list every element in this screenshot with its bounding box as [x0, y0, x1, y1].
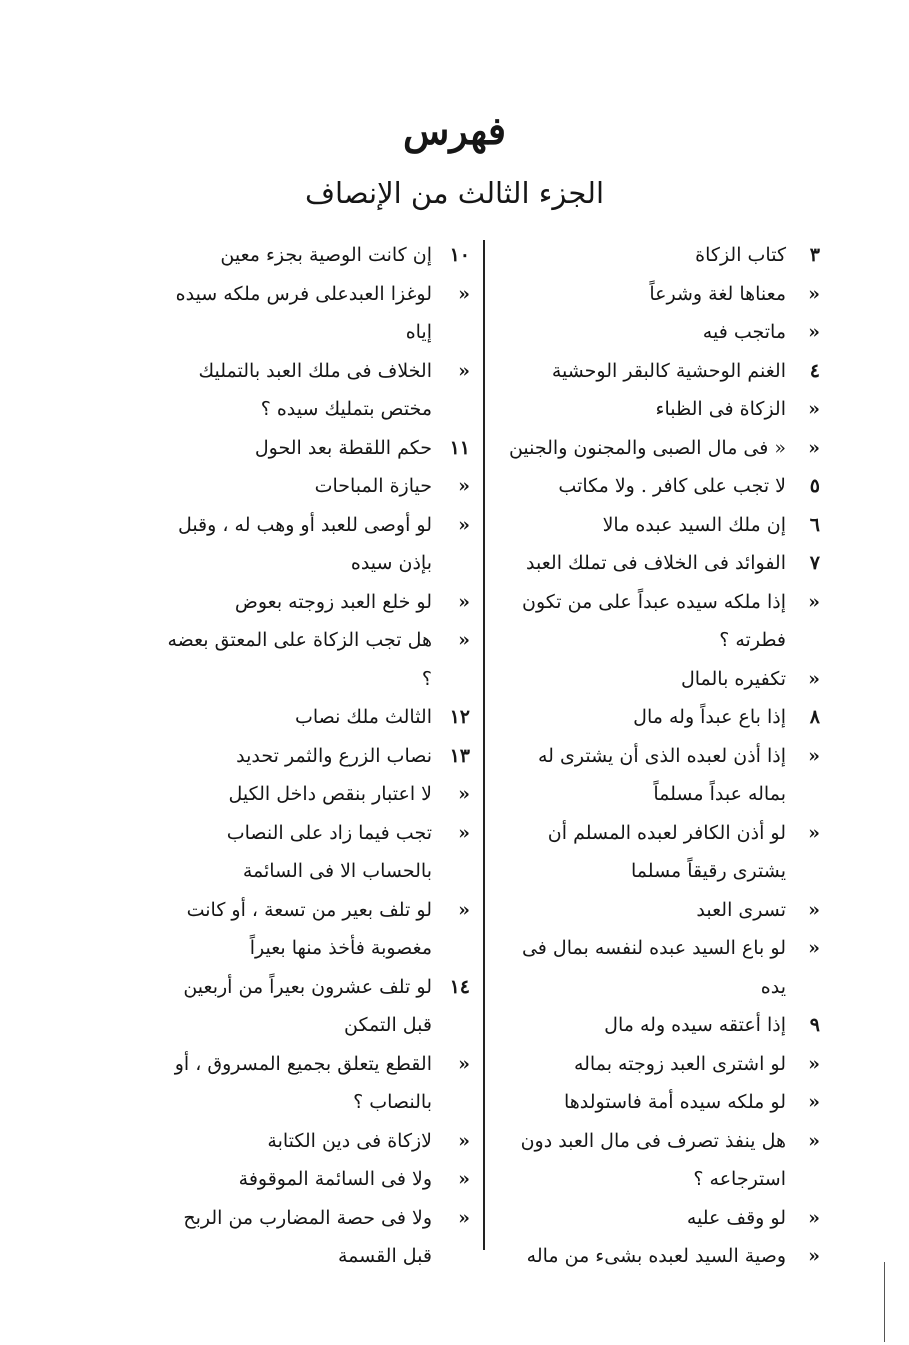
index-entry [152, 698, 470, 737]
page-number: ١١ [449, 436, 470, 459]
entry-text: ولا فى حصة المضارب من الربح قبل القسمة [183, 1206, 432, 1267]
page-number: « [808, 744, 820, 767]
page-number: « [458, 590, 470, 613]
index-entry [500, 390, 820, 429]
margin-mark [884, 1262, 885, 1342]
page-number: « [458, 1206, 470, 1229]
index-entry [152, 352, 470, 429]
entry-text: نصاب الزرع والثمر تحديد [236, 744, 432, 767]
page-number: « [458, 1052, 470, 1075]
entry-text: الفوائد فى الخلاف فى تملك العبد [526, 552, 786, 574]
entry-text: هل تجب الزكاة على المعتق بعضه ؟ [167, 629, 432, 690]
index-entry [500, 1199, 820, 1238]
index-entry [152, 583, 470, 622]
entry-text: لو اشترى العبد زوجته بماله [573, 1052, 786, 1075]
page-number: « [808, 1052, 820, 1075]
index-entry [500, 1237, 820, 1276]
index-entry [500, 275, 820, 314]
entry-text: لو وقف عليه [686, 1206, 786, 1229]
entry-text: إذا ملكه سيده عبداً على من تكون فطرته ؟ [522, 590, 786, 651]
page-number: « [808, 937, 820, 959]
column-divider [483, 240, 485, 1250]
page-number: « [458, 898, 470, 921]
page-number: « [808, 282, 820, 305]
entry-text: إن كانت الوصية بجزء معين [220, 244, 432, 266]
page-number: ٥ [809, 475, 820, 497]
entry-text: « فى مال الصبى والمجنون والجنين [508, 436, 786, 459]
entry-text: إذا أعتقه سيده وله مال [604, 1014, 786, 1036]
page-number: « [458, 475, 470, 497]
page-number: ٦ [809, 513, 820, 536]
entry-text: تسرى العبد [696, 898, 786, 921]
page-number: « [458, 821, 470, 844]
page-number: « [808, 1206, 820, 1229]
entry-text: ولا فى السائمة الموقوفة [238, 1168, 432, 1190]
index-entry [500, 1122, 820, 1199]
page-number: « [808, 436, 820, 459]
index-entry [152, 236, 470, 275]
entry-text: لا تجب على كافر . ولا مكاتب [558, 475, 786, 497]
page-number: ٨ [809, 706, 820, 728]
entry-text: لو خلع العبد زوجته بعوض [234, 590, 432, 613]
index-entry [500, 467, 820, 506]
index-entry [500, 583, 820, 660]
index-entry [152, 814, 470, 891]
index-entry [500, 429, 820, 468]
index-entry [500, 313, 820, 352]
entry-text: إذا أذن لعبده الذى أن يشترى له بماله عبداً مسلماً [537, 744, 786, 805]
entry-text: وصية السيد لعبده بشىء من ماله [526, 1245, 786, 1267]
index-entry [500, 506, 820, 545]
page-number: « [458, 783, 470, 805]
entry-text: كتاب الزكاة [695, 244, 786, 266]
index-entry [500, 1006, 820, 1045]
index-entry [500, 544, 820, 583]
page-number: « [808, 590, 820, 613]
index-entry [152, 891, 470, 968]
index-entry [152, 467, 470, 506]
index-entry [152, 775, 470, 814]
index-entry [500, 891, 820, 930]
index-entry [152, 429, 470, 468]
page-number: ٩ [809, 1014, 820, 1036]
page-number: ١٣ [449, 744, 470, 767]
index-entry [152, 506, 470, 583]
entry-text: هل ينفذ تصرف فى مال العبد دون استرجاعه ؟ [520, 1129, 786, 1190]
page-number: « [458, 359, 470, 382]
page-number: ٣ [809, 244, 820, 266]
entry-text: إن ملك السيد عبده مالا [602, 513, 786, 536]
index-entry [152, 737, 470, 776]
page-number: « [458, 282, 470, 305]
index-entry [152, 1160, 470, 1199]
entry-text: لو أذن الكافر لعبده المسلم أن يشترى رقيقاً مسلما [547, 821, 786, 882]
entry-text: القطع يتعلق بجميع المسروق ، أو بالنصاب ؟ [174, 1052, 432, 1113]
page-number: « [458, 1129, 470, 1152]
entry-text: لوغزا العبدعلى فرس ملكه سيده إياه [175, 282, 432, 343]
page-number: ٧ [809, 552, 820, 574]
index-entry [152, 1122, 470, 1161]
entry-text: معناها لغة وشرعاً [649, 282, 786, 305]
entry-text: إذا باع عبداً وله مال [633, 706, 786, 728]
entry-text: تكفيره بالمال [680, 667, 786, 690]
index-entry [500, 1045, 820, 1084]
entry-text: لا اعتبار بنقص داخل الكيل [228, 783, 432, 805]
index-entry [152, 968, 470, 1045]
index-entry [500, 236, 820, 275]
page-number: « [458, 513, 470, 536]
page-subtitle: الجزء الثالث من الإنصاف [304, 176, 605, 210]
page-number: « [808, 398, 820, 420]
page-number: « [808, 667, 820, 690]
entry-text: ماتجب فيه [702, 321, 786, 343]
page-number: « [808, 1129, 820, 1152]
index-entry [152, 275, 470, 352]
index-entry [500, 1083, 820, 1122]
index-entry [500, 660, 820, 699]
index-entry [500, 929, 820, 1006]
page-number: « [808, 821, 820, 844]
index-left-column [152, 236, 470, 1276]
page-number: « [808, 1245, 820, 1267]
entry-text: الخلاف فى ملك العبد بالتمليك مختص بتمليك سيده ؟ [198, 359, 432, 420]
page-number: ١٠ [449, 244, 470, 266]
entry-text: لو باع السيد عبده لنفسه بمال فى يده [521, 937, 786, 998]
index-entry [500, 737, 820, 814]
entry-text: لو تلف بعير من تسعة ، أو كانت مغصوبة فأخذ منها بعيراً [186, 898, 432, 959]
page-number: « [808, 898, 820, 921]
entry-text: لو ملكه سيده أمة فاستولدها [563, 1091, 786, 1113]
entry-text: لو تلف عشرون بعيراً من أربعين قبل التمكن [183, 975, 432, 1036]
entry-text: حكم اللقطة بعد الحول [254, 436, 432, 459]
entry-text: تجب فيما زاد على النصاب بالحساب الا فى السائمة [226, 821, 432, 882]
index-entry [500, 814, 820, 891]
page-number: « [458, 1168, 470, 1190]
page-number: ١٢ [449, 706, 470, 728]
index-entry [152, 621, 470, 698]
page-number: « [808, 321, 820, 343]
entry-text: الزكاة فى الظباء [655, 398, 786, 420]
page-number: « [458, 629, 470, 651]
index-entry [152, 1045, 470, 1122]
page-number: « [808, 1091, 820, 1113]
page-title: فهرس [402, 108, 507, 153]
index-entry [500, 698, 820, 737]
page-number: ٤ [809, 359, 820, 382]
entry-text: الثالث ملك نصاب [294, 706, 432, 728]
entry-text: لازكاة فى دين الكتابة [267, 1129, 432, 1152]
index-entry [152, 1199, 470, 1276]
index-right-column [500, 236, 820, 1276]
entry-text: الغنم الوحشية كالبقر الوحشية [551, 359, 786, 382]
index-entry [500, 352, 820, 391]
entry-text: لو أوصى للعبد أو وهب له ، وقبل بإذن سيده [177, 513, 432, 574]
page-number: ١٤ [449, 975, 470, 998]
entry-text: حيازة المباحات [314, 475, 432, 497]
